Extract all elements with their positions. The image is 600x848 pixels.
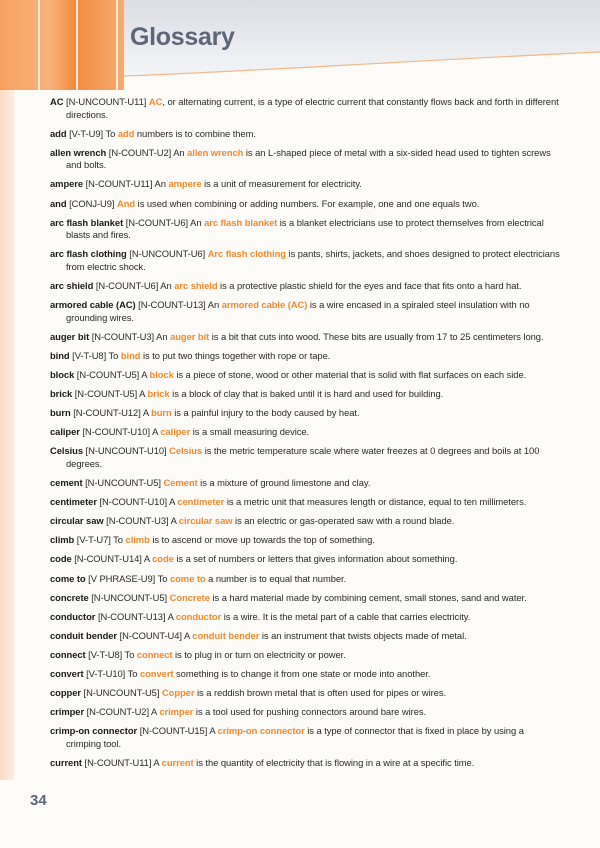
glossary-highlight: AC: [148, 96, 163, 107]
glossary-definition: is an L-shaped piece of metal with a six-sided head used to tighten screws and bolts.: [66, 146, 551, 171]
glossary-term: block: [50, 369, 75, 380]
glossary-tag: [N-COUNT-U15] A: [137, 725, 218, 737]
glossary-entry: [50, 668, 560, 681]
glossary-tag: [N-COUNT-U13] An: [135, 299, 222, 311]
glossary-entry: [50, 178, 560, 191]
glossary-entry: [50, 350, 560, 363]
glossary-highlight: caliper: [160, 426, 191, 438]
tab-divider: [76, 0, 78, 90]
glossary-term: climb: [50, 534, 75, 546]
glossary-definition: is an electric or gas-operated saw with a round blade.: [232, 515, 455, 527]
glossary-highlight: arc shield: [174, 280, 218, 292]
glossary-tag: [N-COUNT-U11] An: [83, 178, 169, 190]
glossary-entry: [50, 388, 560, 401]
glossary-definition: , or alternating current, is a type of electric current that constantly flows back and forth in different directions.: [66, 96, 559, 120]
glossary-term: crimper: [50, 706, 85, 718]
tab-divider: [116, 0, 118, 90]
glossary-entry: [50, 477, 560, 490]
glossary-term: allen wrench: [50, 146, 107, 158]
glossary-definition: is a painful injury to the body caused by heat.: [171, 407, 360, 419]
glossary-highlight: bind: [120, 349, 141, 361]
glossary-tag: [CONJ-U9]: [66, 197, 118, 209]
glossary-term: convert: [50, 668, 84, 679]
glossary-highlight: armored cable (AC): [221, 299, 308, 311]
glossary-tag: [N-COUNT-U6] An: [123, 216, 205, 228]
glossary-term: come to: [50, 572, 86, 584]
glossary-term: brick: [50, 388, 73, 400]
glossary-highlight: code: [152, 553, 174, 565]
glossary-entry: [50, 445, 560, 470]
glossary-definition: is a wire encased in a spiraled steel insulation with no grounding wires.: [66, 299, 530, 323]
glossary-term: add: [50, 127, 67, 139]
glossary-tag: [V PHRASE-U9] To: [85, 572, 170, 584]
glossary-tag: [N-COUNT-U2] A: [84, 706, 160, 718]
glossary-highlight: Arc flash clothing: [207, 248, 286, 260]
glossary-definition: is to ascend or move up towards the top of something.: [149, 534, 375, 546]
glossary-tag: [N-UNCOUNT-U10]: [83, 445, 170, 457]
glossary-highlight: conduit bender: [192, 629, 260, 641]
glossary-highlight: block: [149, 369, 174, 380]
glossary-tag: [N-COUNT-U5] A: [72, 388, 148, 400]
glossary-definition: is a wire. It is the metal part of a cable that carries electricity.: [221, 610, 471, 622]
glossary-tag: [V-T-U9] To: [66, 127, 118, 139]
glossary-highlight: Concrete: [169, 591, 210, 603]
glossary-definition: is pants, shirts, jackets, and shoes designed to protect electricians from electric shock.: [66, 248, 560, 272]
glossary-highlight: crimper: [159, 706, 194, 718]
glossary-highlight: centimeter: [177, 496, 225, 508]
glossary-term: arc flash clothing: [50, 248, 127, 260]
glossary-definition: is a blanket electricians use to protect themselves from electrical blasts and fires.: [66, 216, 544, 241]
glossary-entry: [50, 217, 560, 242]
glossary-tag: [N-COUNT-U11] A: [81, 756, 162, 768]
glossary-definition: is a type of connector that is fixed in place by using a crimping tool.: [66, 725, 524, 749]
glossary-term: copper: [50, 687, 81, 699]
glossary-definition: is a block of clay that is baked until it is hard and used for building.: [169, 388, 444, 400]
glossary-tag: [V-T-U8] To: [85, 648, 137, 660]
tab-divider: [38, 0, 40, 90]
glossary-definition: is a tool used for pushing connectors around bare wires.: [193, 706, 427, 718]
glossary-term: AC: [50, 96, 64, 107]
glossary-highlight: Cement: [163, 477, 198, 489]
page-header: [0, 0, 600, 90]
glossary-entry: [50, 725, 560, 750]
glossary-definition: is a reddish brown metal that is often used for pipes or wires.: [194, 687, 447, 699]
glossary-entry: [50, 649, 560, 662]
glossary-definition: is a hard material made by combining cement, small stones, sand and water.: [209, 591, 527, 603]
glossary-entry: [50, 280, 560, 293]
glossary-entry: [50, 426, 560, 439]
glossary-definition: is a set of numbers or letters that gives information about something.: [173, 553, 458, 565]
glossary-tag: [N-COUNT-U10] A: [96, 496, 178, 508]
glossary-term: conductor: [50, 610, 96, 622]
glossary-definition: is a metric unit that measures length or distance, equal to ten millimeters.: [224, 496, 527, 508]
glossary-term: ampere: [50, 178, 84, 190]
glossary-definition: is used when combining or adding numbers. For example, one and one equals two.: [135, 197, 480, 209]
glossary-entry: [50, 515, 560, 528]
glossary-definition: is a small measuring device.: [190, 426, 310, 438]
glossary-entry: [50, 573, 560, 586]
glossary-term: concrete: [50, 591, 89, 603]
glossary-tag: [N-UNCOUNT-U5]: [80, 687, 162, 699]
glossary-definition: is a piece of stone, wood or other material that is solid with flat surfaces on each side.: [173, 369, 527, 380]
glossary-entry: [50, 147, 560, 172]
glossary-tag: [V-T-U10] To: [83, 668, 140, 679]
glossary-entry: [50, 248, 560, 273]
glossary-definition: is a unit of measurement for electricity.: [201, 178, 362, 190]
glossary-highlight: arc flash blanket: [204, 216, 278, 228]
glossary-term: cement: [50, 477, 83, 489]
glossary-tag: [N-COUNT-U6] An: [93, 280, 175, 292]
glossary-term: arc shield: [50, 280, 94, 292]
glossary-definition: is the quantity of electricity that is flowing in a wire at a specific time.: [193, 756, 475, 768]
glossary-tag: [N-COUNT-U14] A: [71, 553, 153, 565]
glossary-entry: [50, 687, 560, 700]
glossary-entry: [50, 128, 560, 141]
glossary-tag: [N-COUNT-U2] An: [106, 146, 188, 158]
glossary-entry: [50, 630, 560, 643]
glossary-term: code: [50, 553, 72, 565]
glossary-highlight: ampere: [168, 178, 202, 190]
glossary-entry: [50, 757, 560, 770]
page-title: Glossary: [130, 23, 235, 51]
glossary-term: and: [50, 197, 67, 209]
glossary-term: circular saw: [50, 515, 104, 527]
glossary-definition: is to put two things together with rope or tape.: [140, 349, 331, 361]
glossary-tag: [V-T-U7] To: [74, 534, 126, 546]
glossary-highlight: climb: [125, 534, 150, 546]
glossary-highlight: Celsius: [169, 445, 203, 457]
glossary-term: burn: [50, 407, 71, 419]
header-swoosh-decoration: [124, 50, 600, 90]
glossary-entry: [50, 553, 560, 566]
glossary-highlight: burn: [151, 407, 172, 419]
glossary-term: connect: [50, 648, 86, 660]
glossary-highlight: brick: [147, 388, 170, 400]
glossary-tag: [N-COUNT-U3] A: [103, 515, 179, 527]
glossary-highlight: convert: [139, 668, 174, 679]
glossary-tag: [N-COUNT-U5] A: [74, 369, 150, 380]
glossary-highlight: current: [161, 756, 194, 768]
glossary-highlight: connect: [136, 648, 173, 660]
glossary-tag: [N-UNCOUNT-U11]: [63, 96, 149, 107]
glossary-highlight: allen wrench: [187, 146, 244, 158]
glossary-definition: is the metric temperature scale where water freezes at 0 degrees and boils at 100 degrees.: [66, 445, 540, 469]
glossary-highlight: come to: [169, 572, 206, 584]
glossary-term: auger bit: [50, 330, 90, 342]
glossary-tag: [N-COUNT-U12] A: [70, 407, 152, 419]
glossary-tag: [N-COUNT-U3] An: [89, 330, 171, 342]
glossary-entry: [50, 299, 560, 324]
glossary-term: armored cable (AC): [50, 299, 136, 311]
glossary-definition: numbers is to combine them.: [134, 127, 256, 139]
glossary-highlight: Copper: [161, 687, 195, 699]
glossary-tag: [N-UNCOUNT-U5]: [88, 591, 170, 603]
glossary-definition: is an instrument that twists objects made of metal.: [259, 629, 467, 641]
glossary-entry: [50, 592, 560, 605]
glossary-highlight: conductor: [175, 610, 222, 622]
left-margin-decoration: [0, 90, 14, 780]
glossary-highlight: auger bit: [170, 330, 210, 342]
glossary-term: crimp-on connector: [50, 725, 138, 737]
glossary-entry: [50, 331, 560, 344]
glossary-tag: [N-UNCOUNT-U5]: [82, 477, 164, 489]
glossary-entry: [50, 96, 560, 121]
glossary-term: caliper: [50, 426, 80, 438]
glossary-entry: [50, 611, 560, 624]
glossary-tag: [N-COUNT-U13] A: [95, 610, 176, 622]
glossary-entry: [50, 496, 560, 509]
glossary-definition: a number is to equal that number.: [205, 572, 347, 584]
glossary-definition: is a mixture of ground limestone and clay.: [197, 477, 371, 489]
glossary-highlight: add: [117, 127, 135, 139]
orange-tab-decoration: [0, 0, 124, 90]
glossary-list: [50, 96, 560, 776]
glossary-tag: [N-COUNT-U4] A: [117, 629, 193, 641]
glossary-highlight: crimp-on connector: [217, 725, 305, 737]
glossary-tag: [V-T-U8] To: [69, 349, 121, 361]
glossary-term: Celsius: [50, 445, 83, 457]
glossary-tag: [N-COUNT-U10] A: [79, 426, 161, 438]
glossary-highlight: circular saw: [178, 515, 233, 527]
glossary-term: centimeter: [50, 496, 97, 508]
glossary-term: arc flash blanket: [50, 216, 124, 228]
glossary-entry: [50, 706, 560, 719]
glossary-term: bind: [50, 349, 70, 361]
glossary-definition: is a bit that cuts into wood. These bits are usually from 17 to 25 centimeters long.: [209, 330, 544, 342]
glossary-entry: [50, 534, 560, 547]
glossary-term: current: [50, 756, 82, 768]
glossary-entry: [50, 407, 560, 420]
glossary-tag: [N-UNCOUNT-U6]: [126, 248, 208, 260]
glossary-definition: is to plug in or turn on electricity or power.: [172, 648, 346, 660]
page-number: 34: [30, 792, 47, 809]
glossary-highlight: And: [117, 197, 136, 209]
glossary-entry: [50, 198, 560, 211]
glossary-term: conduit bender: [50, 629, 118, 641]
glossary-definition: something is to change it from one state or mode into another.: [173, 668, 431, 679]
glossary-definition: is a protective plastic shield for the eyes and face that fits onto a hard hat.: [217, 280, 522, 292]
glossary-entry: [50, 369, 560, 382]
